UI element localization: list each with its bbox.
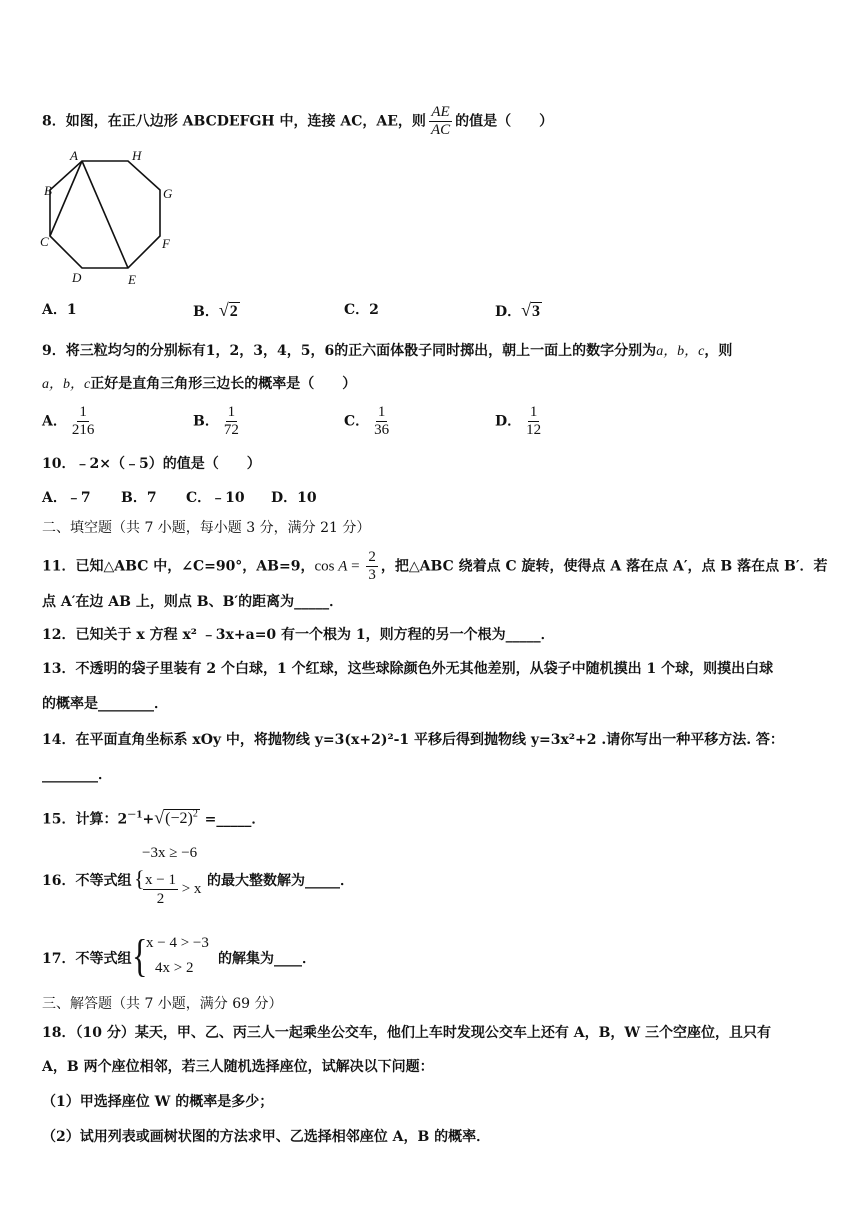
q10-option-c[interactable]: C．﹣10 (186, 490, 245, 506)
q11-frac-den: 3 (368, 567, 376, 583)
q9-option-b-frac (222, 404, 241, 439)
q8-option-d-radicand: 3 (532, 303, 541, 320)
q9-option-b-label: B． (193, 413, 219, 430)
q11-part1: 11．已知△ABC 中，∠C=90°，AB=9， (42, 558, 315, 575)
q9-option-c-label: C． (344, 413, 370, 430)
q17-inequality-1: x − 4 > −3 (146, 935, 209, 951)
question-11-line1 (42, 549, 828, 584)
question-8-stem (42, 104, 553, 139)
sqrt-symbol: $√(-2)^2$ (154, 807, 198, 828)
q16-inequality-1: −3x ≥ −6 (142, 845, 198, 861)
q9-line1-tail: ，则 (704, 343, 733, 359)
q11-fraction (366, 549, 378, 584)
label-g: G (163, 186, 173, 201)
q15-radicand-exp: 2 (192, 809, 198, 820)
question-17-prefix: 17．不等式组 (42, 951, 132, 967)
sqrt-symbol: √3 (521, 300, 541, 320)
q9-line1-vars: a，b，c (656, 344, 705, 359)
question-14-line1: 14．在平面直角坐标系 xOy 中，将抛物线 y=3(x+2)²-1 平移后得到抛物线 y=3x²+2 .请你写出一种平移方法. 答： (42, 732, 784, 748)
question-16-prefix: 16．不等式组 (42, 873, 132, 889)
q17-tail: 的解集为____． (218, 951, 316, 967)
q11-cos-var: A (338, 558, 348, 575)
question-9-line2 (42, 373, 356, 396)
q16-tail: 的最大整数解为_____． (207, 873, 354, 889)
label-a: A (70, 148, 78, 163)
q17-brace: { (132, 930, 148, 981)
q16-frac-den: 2 (156, 891, 165, 907)
q9-option-a-den: 216 (71, 422, 95, 438)
q8-frac-num: AE (431, 104, 450, 120)
q8-option-b[interactable] (193, 299, 240, 323)
q8-option-b-radicand: 2 (229, 303, 238, 320)
q15-plus: + (142, 811, 155, 828)
segment-ac (50, 161, 82, 236)
q15-tail: =_____． (199, 811, 266, 828)
q16-brace: { (134, 866, 145, 891)
q9-option-d-label: D． (495, 413, 522, 430)
q16-frac-num: x − 1 (145, 872, 176, 888)
q9-option-a-frac (70, 404, 97, 439)
q9-option-b-den: 72 (223, 422, 239, 438)
q8-frac-den: AC (430, 122, 451, 138)
q8-fraction (429, 104, 452, 139)
q16-gt: > x (181, 881, 202, 897)
label-e: E (128, 272, 136, 287)
q9-option-d-den: 12 (526, 422, 542, 438)
question-18-line1: 18．（10 分）某天，甲、乙、丙三人一起乘坐公交车，他们上车时发现公交车上还有 A，B，W 三个空座位，且只有 (42, 1025, 772, 1041)
q8-option-c[interactable]: C．2 (344, 302, 379, 318)
q8-option-d-label: D． (495, 304, 522, 320)
label-b: B (44, 183, 52, 198)
question-10-stem: 10．﹣2×（﹣5）的值是（ ） (42, 456, 261, 472)
q16-fraction (143, 871, 178, 908)
question-14-line2: ________． (42, 767, 112, 783)
q11-cos: cos (314, 558, 335, 575)
q15-radicand: (−2) (165, 810, 193, 828)
q11-frac-num: 2 (368, 549, 376, 565)
q11-part2: ，把△ABC 绕着点 C 旋转，使得点 A 落在点 A′，点 B 落在点 B′．若 (380, 558, 828, 575)
octagon-figure (36, 148, 186, 290)
q10-option-a[interactable]: A．﹣7 (42, 490, 91, 506)
question-18-line2: A，B 两个座位相邻，若三人随机选择座位，试解决以下问题： (42, 1059, 434, 1075)
question-13-line1: 13．不透明的袋子里装有 2 个白球，1 个红球，这些球除颜色外无其他差别，从袋子中随机摸出 1 个球，则摸出白球 (42, 661, 774, 677)
question-18-sub2: （2）试用列表或画树状图的方法求甲、乙选择相邻座位 A，B 的概率． (42, 1129, 491, 1145)
q8-option-d[interactable] (495, 299, 542, 323)
q11-eq: = (347, 558, 364, 575)
q9-option-b-num: 1 (227, 404, 236, 420)
label-d: D (72, 270, 82, 285)
q9-option-b[interactable] (193, 404, 244, 439)
q9-option-d-frac (524, 404, 543, 439)
label-f: F (162, 236, 170, 251)
q9-option-c-frac (372, 404, 391, 439)
q9-option-c-den: 36 (374, 422, 390, 438)
q10-option-b[interactable]: B．7 (121, 490, 157, 506)
sqrt-symbol: √2 (218, 300, 238, 320)
label-c: C (40, 234, 49, 249)
q9-option-d-num: 1 (529, 404, 538, 420)
label-h: H (132, 148, 142, 163)
section-2-heading: 二、填空题（共 7 小题，每小题 3 分，满分 21 分） (42, 520, 371, 536)
q9-option-d[interactable] (495, 404, 546, 439)
q9-line2: 正好是直角三角形三边长的概率是（ ） (90, 376, 357, 392)
q9-option-c-num: 1 (377, 404, 386, 420)
q9-option-a-label: A． (42, 413, 67, 430)
question-18-sub1: （1）甲选择座位 W 的概率是多少； (42, 1094, 274, 1110)
question-13-line2: 的概率是________． (42, 696, 168, 712)
q8-text: 8．如图，在正八边形 ABCDEFGH 中，连接 AC，AE，则 (42, 113, 426, 130)
question-9-line1 (42, 340, 732, 363)
question-11-line2: 点 A′在边 AB 上，则点 B、B′的距离为_____． (42, 594, 344, 610)
segment-ae (82, 161, 128, 268)
q9-option-a[interactable] (42, 404, 99, 439)
q15-prefix: 15．计算：2 (42, 811, 128, 828)
q16-inequality-2 (143, 871, 201, 908)
q8-option-b-label: B． (193, 304, 219, 320)
q8-tail: 的值是（ ） (455, 113, 554, 130)
question-12: 12．已知关于 x 方程 x² ﹣3x+a=0 有一个根为 1，则方程的另一个根为_____． (42, 627, 555, 643)
q8-option-a[interactable]: A．1 (42, 302, 77, 318)
q9-option-a-num: 1 (79, 404, 87, 420)
section-3-heading: 三、解答题（共 7 小题，满分 69 分） (42, 996, 283, 1012)
q9-line1: 9．将三粒均匀的分别标有1，2，3，4，5，6的正六面体骰子同时掷出，朝上一面上的数字分别为 (42, 343, 657, 359)
q15-exp: －1 (127, 810, 143, 821)
q17-inequality-2: 4x > 2 (155, 960, 194, 976)
question-15 (42, 804, 265, 830)
q10-option-d[interactable]: D．10 (271, 490, 317, 506)
q9-line2-vars: a，b，c (42, 377, 91, 392)
q9-option-c[interactable] (344, 404, 394, 439)
